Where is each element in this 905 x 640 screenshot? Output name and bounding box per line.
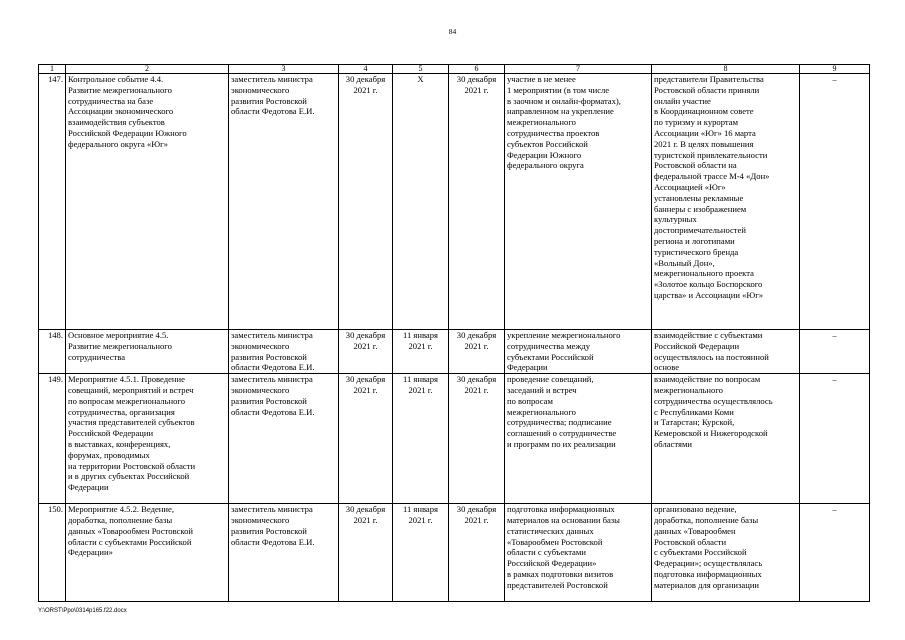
activity-name: Мероприятие 4.5.1. Проведение совещаний, мероприятий и встреч по вопросам межрегионального сотрудничества, организация участия представителей субъектов Российской Федерации в выставках, конференциях, форумах, проводимых на территории Ростовской области и в других субъектах Российской Федерации xyxy=(66,374,229,504)
row-number: 147. xyxy=(39,74,66,330)
planned-end-date: 30 декабря 2021 г. xyxy=(339,504,393,602)
table-row xyxy=(39,374,870,504)
responsible-person: заместитель министра экономического развития Ростовской области Федотова Е.И. xyxy=(229,374,339,504)
file-path-footer: Y:\ORST\Ppo\0314p165.f22.docx xyxy=(38,608,127,614)
actual-end-date: 30 декабря 2021 г. xyxy=(449,504,505,602)
actual-result: взаимодействие по вопросам межрегионального сотрудничества осуществлялось с Республиками Коми и Татарстан; Курской, Кемеровской и Нижегородской областями xyxy=(652,374,800,504)
actual-end-date: 30 декабря 2021 г. xyxy=(449,74,505,330)
responsible-person: заместитель министра экономического развития Ростовской области Федотова Е.И. xyxy=(229,504,339,602)
actual-result: представители Правительства Ростовской области приняли онлайн участие в Координационном совете по туризму и курортам Ассоциации «Юг» 16 марта 2021 г. В целях повышения туристской привлекательности Ростовской области на федеральной трассе М-4 «Дон» Ассоциацией «Юг» установлены рекламные баннеры с изображением культурных достопримечательностей региона и логотипами туристического бренда «Вольный Дон», межрегионального проекта «Золотое кольцо Боспорского царства» и Ассоциации «Юг» xyxy=(652,74,800,330)
table-header-row xyxy=(39,65,870,74)
planned-result: участие в не менее 1 мероприятии (в том числе в заочном и онлайн-форматах), направленном на укрепление межрегионального сотрудничества проектов субъектов Российской Федерации Южного федерального округа xyxy=(505,74,652,330)
header-cell: 6 xyxy=(449,65,505,74)
table-row xyxy=(39,504,870,602)
header-cell: 1 xyxy=(39,65,66,74)
planned-result: подготовка информационных материалов на основании базы статистических данных «Товарообмен Ростовской области с субъектами Российской Федерации» в рамках подготовки визитов представителей Ростовской xyxy=(505,504,652,602)
notes: – xyxy=(800,504,870,602)
actual-end-date: 30 декабря 2021 г. xyxy=(449,374,505,504)
header-cell: 5 xyxy=(393,65,449,74)
page-number: 84 xyxy=(448,27,457,36)
activity-name: Контрольное событие 4.4. Развитие межрегионального сотрудничества на базе Ассоциации экономического взаимодействия субъектов Российской Федерации Южного федерального округа «Юг» xyxy=(66,74,229,330)
table-row xyxy=(39,74,870,330)
notes: – xyxy=(800,74,870,330)
header-cell: 2 xyxy=(66,65,229,74)
header-cell: 7 xyxy=(505,65,652,74)
actual-start-date: 11 января 2021 г. xyxy=(393,330,449,374)
row-number: 148. xyxy=(39,330,66,374)
notes: – xyxy=(800,374,870,504)
planned-end-date: 30 декабря 2021 г. xyxy=(339,330,393,374)
row-number: 150. xyxy=(39,504,66,602)
responsible-person: заместитель министра экономического развития Ростовской области Федотова Е.И. xyxy=(229,330,339,374)
notes: – xyxy=(800,330,870,374)
table-row xyxy=(39,330,870,374)
responsible-person: заместитель министра экономического развития Ростовской области Федотова Е.И. xyxy=(229,74,339,330)
header-cell: 4 xyxy=(339,65,393,74)
header-cell: 3 xyxy=(229,65,339,74)
report-table xyxy=(38,64,870,602)
planned-result: проведение совещаний, заседаний и встреч по вопросам межрегионального сотрудничества; подписание соглашений о сотрудничестве и программ по их реализации xyxy=(505,374,652,504)
activity-name: Основное мероприятие 4.5. Развитие межрегионального сотрудничества xyxy=(66,330,229,374)
header-cell: 9 xyxy=(800,65,870,74)
actual-result: организовано ведение, доработка, пополнение базы данных «Товарообмен Ростовской области с субъектами Российской Федерации»; осуществлялась подготовка информационных материалов для организации xyxy=(652,504,800,602)
actual-end-date: 30 декабря 2021 г. xyxy=(449,330,505,374)
row-number: 149. xyxy=(39,374,66,504)
planned-result: укрепление межрегионального сотрудничества между субъектами Российской Федерации xyxy=(505,330,652,374)
actual-result: взаимодействие с субъектами Российской Федерации осуществлялось на постоянной основе xyxy=(652,330,800,374)
planned-end-date: 30 декабря 2021 г. xyxy=(339,374,393,504)
actual-start-date: 11 января 2021 г. xyxy=(393,504,449,602)
header-cell: 8 xyxy=(652,65,800,74)
actual-start-date: 11 января 2021 г. xyxy=(393,374,449,504)
activity-name: Мероприятие 4.5.2. Ведение, доработка, пополнение базы данных «Товарообмен Ростовской области с субъектами Российской Федерации» xyxy=(66,504,229,602)
planned-end-date: 30 декабря 2021 г. xyxy=(339,74,393,330)
actual-start-date: Х xyxy=(393,74,449,330)
